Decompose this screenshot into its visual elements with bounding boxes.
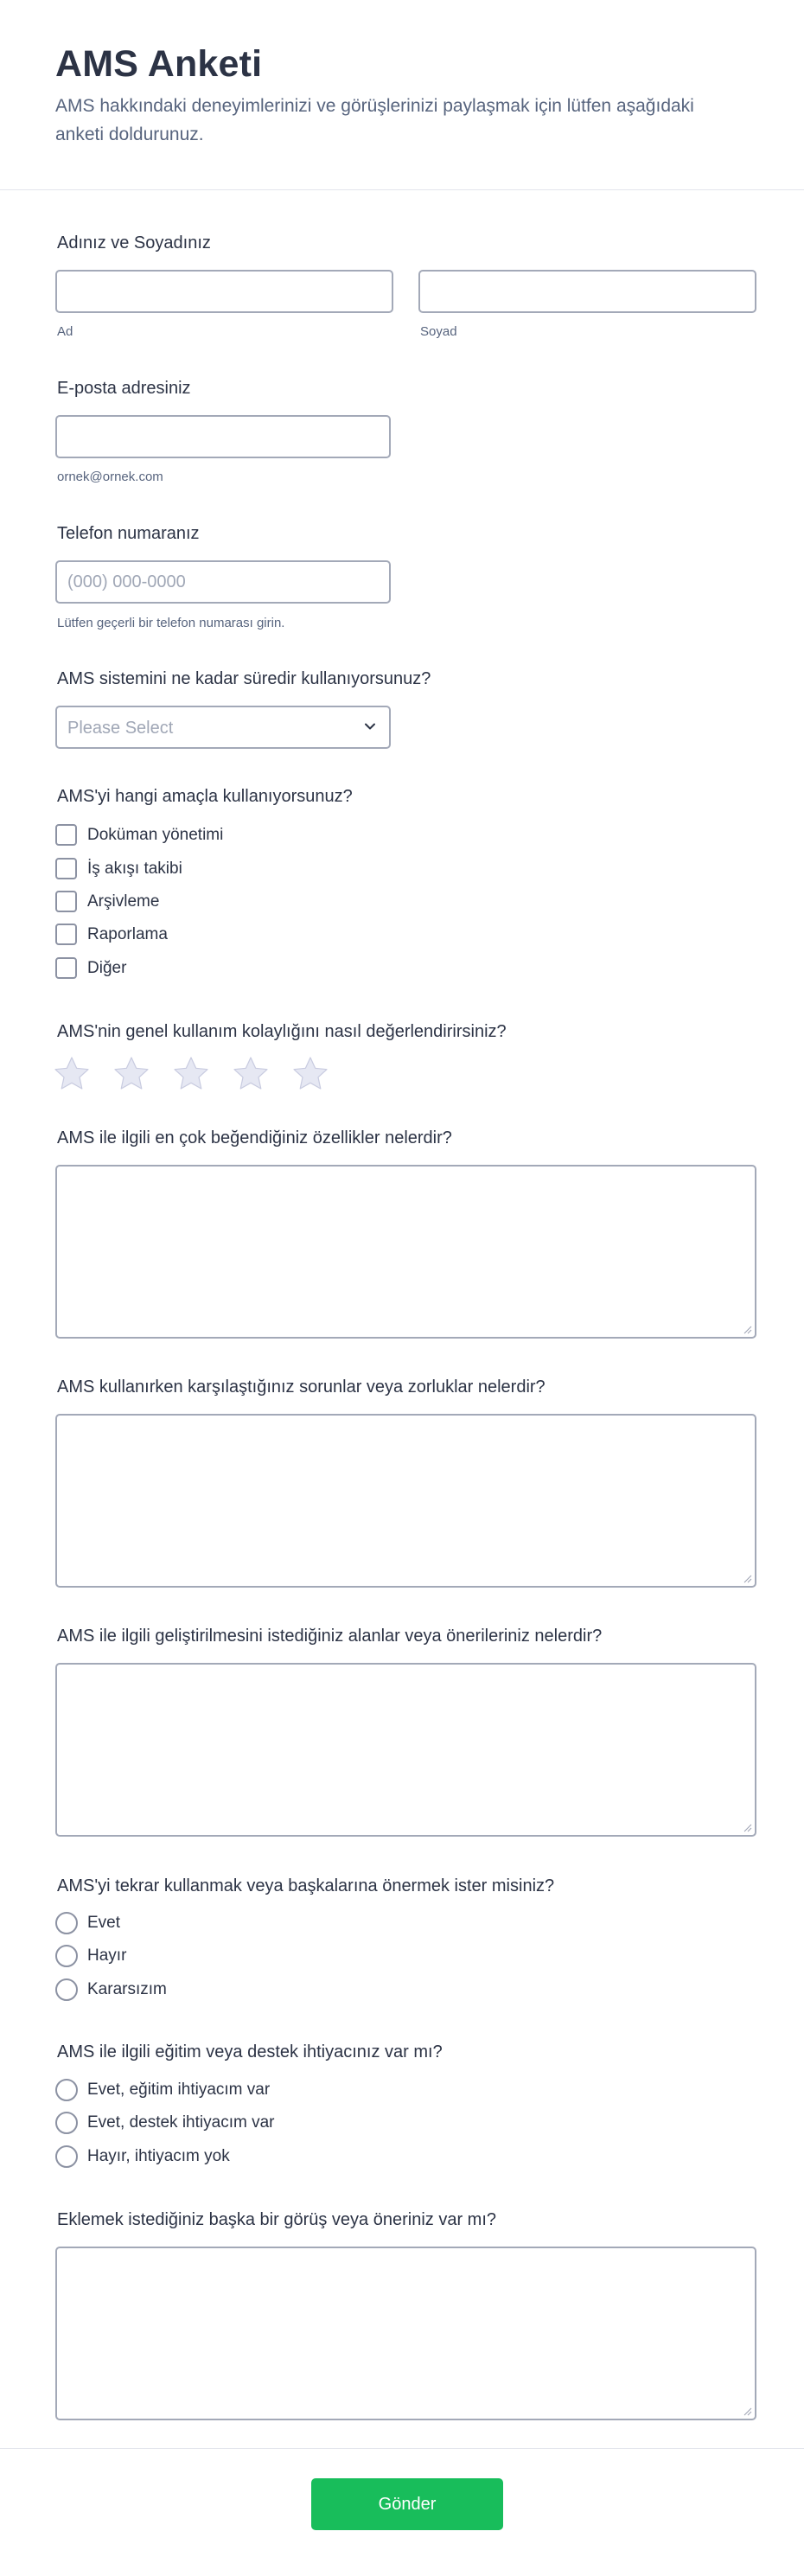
training-option[interactable]	[55, 2079, 401, 2103]
phone-input[interactable]	[55, 560, 391, 604]
purpose-option-label: İş akışı takibi	[87, 860, 182, 878]
recommend-option-label: Hayır	[87, 1946, 127, 1965]
training-option-label: Hayır, ihtiyacım yok	[87, 2147, 230, 2165]
radio-button[interactable]	[55, 1912, 78, 1934]
purpose-option-label: Diğer	[87, 959, 127, 977]
problems-label: AMS kullanırken karşılaştığınız sorunlar veya zorluklar nelerdir?	[57, 1377, 546, 1397]
star-icon[interactable]	[291, 1055, 329, 1093]
duration-select[interactable]	[55, 706, 391, 749]
liked-label: AMS ile ilgili en çok beğendiğiniz özellikler nelerdir?	[57, 1128, 452, 1147]
radio-button[interactable]	[55, 2079, 78, 2101]
checkbox[interactable]	[55, 891, 77, 912]
comments-label: Eklemek istediğiniz başka bir görüş veya öneriniz var mı?	[57, 2210, 496, 2229]
training-label: AMS ile ilgili eğitim veya destek ihtiyacınız var mı?	[57, 2042, 443, 2061]
training-option[interactable]	[55, 2112, 401, 2136]
purpose-option-label: Arşivleme	[87, 892, 160, 911]
purpose-option-label: Doküman yönetimi	[87, 826, 224, 844]
improvements-textarea[interactable]	[55, 1663, 756, 1837]
email-sublabel: ornek@ornek.com	[57, 470, 163, 484]
radio-button[interactable]	[55, 1978, 78, 2001]
form-title: AMS Anketi	[55, 43, 263, 85]
training-option-label: Evet, destek ihtiyacım var	[87, 2113, 275, 2132]
first-name-sublabel: Ad	[57, 324, 73, 339]
duration-select-value: Please Select	[67, 719, 174, 738]
email-label: E-posta adresiniz	[57, 379, 191, 398]
checkbox[interactable]	[55, 957, 77, 979]
improvements-label: AMS ile ilgili geliştirilmesini istediğiniz alanlar veya önerileriniz nelerdir?	[57, 1627, 603, 1646]
radio-button[interactable]	[55, 2112, 78, 2134]
purpose-option-label: Raporlama	[87, 925, 168, 943]
checkbox[interactable]	[55, 924, 77, 945]
duration-label: AMS sistemini ne kadar süredir kullanıyorsunuz?	[57, 669, 431, 688]
resize-grip-icon[interactable]	[742, 1573, 752, 1583]
star-icon[interactable]	[232, 1055, 270, 1093]
purpose-option[interactable]	[55, 824, 401, 848]
purpose-option[interactable]	[55, 858, 401, 882]
first-name-input[interactable]	[55, 270, 393, 313]
purpose-option[interactable]	[55, 924, 401, 948]
recommend-label: AMS'yi tekrar kullanmak veya başkalarına önermek ister misiniz?	[57, 1876, 555, 1895]
problems-textarea[interactable]	[55, 1414, 756, 1588]
recommend-option[interactable]	[55, 1978, 401, 2003]
purpose-label: AMS'yi hangi amaçla kullanıyorsunuz?	[57, 787, 353, 806]
rating-label: AMS'nin genel kullanım kolaylığını nasıl değerlendirirsiniz?	[57, 1022, 507, 1041]
resize-grip-icon[interactable]	[742, 1822, 752, 1832]
name-label: Adınız ve Soyadınız	[57, 233, 211, 252]
radio-button[interactable]	[55, 1945, 78, 1967]
recommend-option-label: Kararsızım	[87, 1980, 167, 1998]
purpose-option[interactable]	[55, 891, 401, 915]
radio-button[interactable]	[55, 2145, 78, 2168]
checkbox[interactable]	[55, 824, 77, 846]
liked-textarea[interactable]	[55, 1165, 756, 1339]
purpose-option[interactable]	[55, 957, 401, 981]
form-header	[0, 0, 804, 190]
recommend-option-label: Evet	[87, 1914, 121, 1932]
training-option-label: Evet, eğitim ihtiyacım var	[87, 2081, 271, 2099]
star-icon[interactable]	[53, 1055, 91, 1093]
training-option[interactable]	[55, 2145, 401, 2170]
star-icon[interactable]	[112, 1055, 150, 1093]
star-icon[interactable]	[172, 1055, 210, 1093]
checkbox[interactable]	[55, 858, 77, 879]
recommend-option[interactable]	[55, 1945, 401, 1969]
chevron-down-icon	[361, 718, 379, 735]
submit-button[interactable]: Gönder	[311, 2478, 503, 2530]
email-input[interactable]	[55, 415, 391, 458]
phone-sublabel: Lütfen geçerli bir telefon numarası girin.	[57, 616, 285, 630]
last-name-input[interactable]	[418, 270, 756, 313]
phone-label: Telefon numaranız	[57, 524, 200, 543]
comments-textarea[interactable]	[55, 2247, 756, 2420]
resize-grip-icon[interactable]	[742, 2406, 752, 2416]
recommend-option[interactable]	[55, 1912, 401, 1936]
last-name-sublabel: Soyad	[420, 324, 457, 339]
form-description: AMS hakkındaki deneyimlerinizi ve görüşlerinizi paylaşmak için lütfen aşağıdaki anketi doldurunuz.	[55, 96, 694, 144]
resize-grip-icon[interactable]	[742, 1324, 752, 1334]
